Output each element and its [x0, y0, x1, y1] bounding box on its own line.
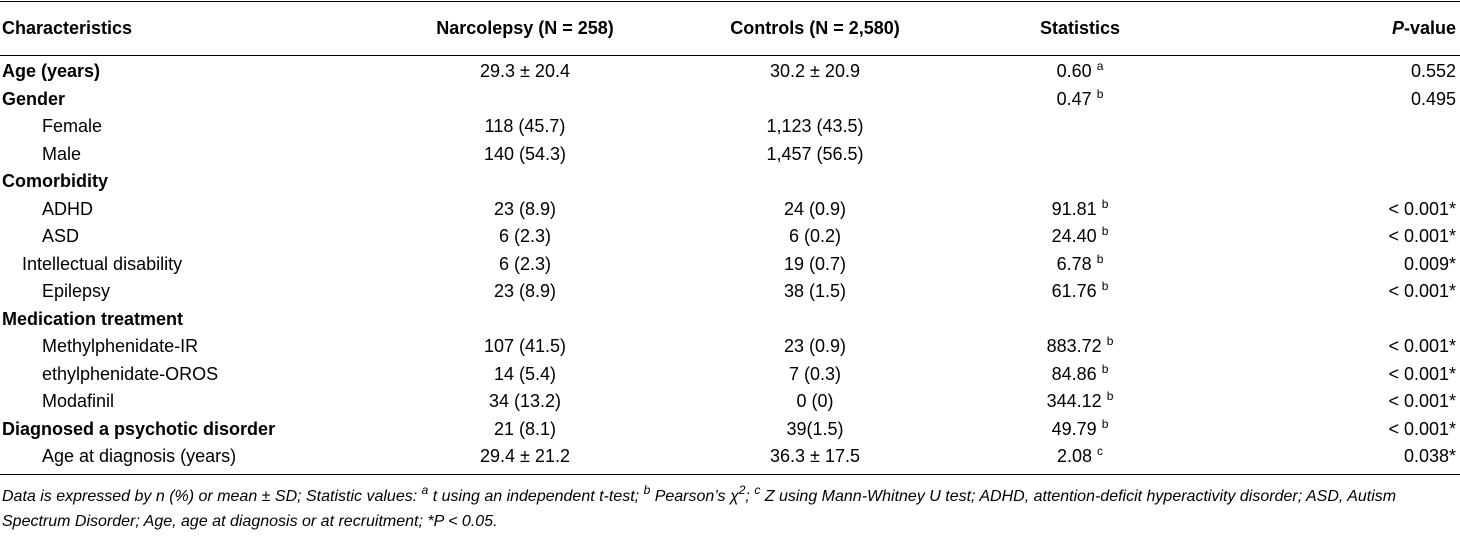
table-row	[0, 443, 1460, 471]
row-label: Epilepsy	[42, 281, 111, 302]
statistics-value	[960, 306, 1200, 334]
statistics-value: 84.86 $^b$	[1051, 361, 1109, 384]
table-row	[0, 86, 1460, 114]
statistics-value: 344.12 $^b$	[1046, 389, 1114, 412]
statistics-value: 91.81 $^b$	[1051, 196, 1109, 219]
header-row	[0, 2, 1460, 54]
p-value: < 0.001*	[1388, 418, 1456, 439]
narcolepsy-value: 21 (8.1)	[493, 418, 557, 439]
controls-value: 19 (0.7)	[783, 253, 847, 274]
controls-value: 0 (0)	[796, 391, 834, 412]
narcolepsy-value	[380, 168, 670, 196]
table-row	[0, 251, 1460, 279]
p-value: 0.009*	[1403, 253, 1456, 274]
controls-value: 24 (0.9)	[783, 198, 847, 219]
table-row	[0, 361, 1460, 389]
narcolepsy-value: 107 (41.5)	[483, 336, 567, 357]
controls-value	[670, 306, 960, 334]
statistics-value: 883.72 $^b$	[1046, 334, 1114, 357]
p-value: < 0.001*	[1388, 198, 1456, 219]
row-label: ADHD	[42, 198, 94, 219]
row-label: Male	[42, 143, 82, 164]
narcolepsy-value: 140 (54.3)	[483, 143, 567, 164]
narcolepsy-value: 29.4 ± 21.2	[480, 446, 570, 467]
narcolepsy-value: 34 (13.2)	[488, 391, 562, 412]
row-label: Age at diagnosis (years)	[42, 446, 237, 467]
row-label: Methylphenidate-IR	[42, 336, 199, 357]
p-value: < 0.001*	[1388, 363, 1456, 384]
controls-value: 6 (0.2)	[788, 226, 842, 247]
narcolepsy-value	[380, 306, 670, 334]
table-footnote: Data is expressed by n (%) or mean ± SD; Statistic values: $^a$ t using an independent t-test; $^b$ Pearson’s $\chi^2$; $^c$ Z using Mann-Whitney U test; ADHD, attention-deficit hyperactivity disorder; ASD, Autism Spectrum Disorder; Age, age at diagnosis or at recruitment; *P < 0.05.	[2, 483, 1397, 530]
table-body	[0, 58, 1460, 471]
row-label: Gender	[2, 88, 66, 109]
table-row	[0, 278, 1460, 306]
controls-value: 1,123 (43.5)	[766, 116, 864, 137]
controls-value: 39(1.5)	[786, 418, 844, 439]
statistics-value	[960, 113, 1200, 141]
controls-value: 36.3 ± 17.5	[770, 446, 860, 467]
narcolepsy-value: 23 (8.9)	[493, 198, 557, 219]
row-label: Comorbidity	[2, 171, 108, 192]
table-row	[0, 196, 1460, 224]
table-row	[0, 333, 1460, 361]
header-statistics: Statistics	[1039, 17, 1121, 38]
controls-value: 7 (0.3)	[788, 363, 842, 384]
statistics-value	[960, 141, 1200, 169]
narcolepsy-value: 118 (45.7)	[484, 116, 566, 137]
statistics-value	[960, 168, 1200, 196]
table-row	[0, 388, 1460, 416]
header-pvalue-rest: -value	[1403, 17, 1456, 38]
table-row	[0, 416, 1460, 444]
row-label: Female	[42, 116, 103, 137]
p-value: < 0.001*	[1388, 281, 1456, 302]
table-row	[0, 168, 1460, 196]
table-row	[0, 58, 1460, 86]
row-label: Age (years)	[2, 61, 101, 82]
narcolepsy-value: 29.3 ± 20.4	[480, 61, 570, 82]
row-label: ASD	[42, 226, 80, 247]
p-value: < 0.001*	[1388, 391, 1456, 412]
statistics-value: 49.79 $^b$	[1051, 416, 1109, 439]
table-row	[0, 223, 1460, 251]
table-row	[0, 306, 1460, 334]
row-label: Medication treatment	[2, 308, 184, 329]
controls-value	[670, 86, 960, 114]
controls-value: 23 (0.9)	[783, 336, 847, 357]
narcolepsy-value: 6 (2.3)	[498, 226, 552, 247]
controls-value: 30.2 ± 20.9	[770, 61, 860, 82]
header-characteristics: Characteristics	[2, 17, 133, 38]
controls-value: 38 (1.5)	[783, 281, 847, 302]
narcolepsy-value: 23 (8.9)	[493, 281, 557, 302]
row-label: Intellectual disability	[22, 253, 183, 274]
p-value: < 0.001*	[1388, 226, 1456, 247]
controls-value	[670, 168, 960, 196]
narcolepsy-value: 14 (5.4)	[493, 363, 557, 384]
table-row	[0, 113, 1460, 141]
header-pvalue-p: P	[1391, 17, 1404, 38]
header-narcolepsy: Narcolepsy (N = 258)	[436, 17, 614, 38]
p-value	[1200, 113, 1460, 141]
bottom-rule	[0, 474, 1460, 475]
statistics-value: 61.76 $^b$	[1051, 279, 1109, 302]
p-value: 0.038*	[1403, 446, 1456, 467]
p-value: 0.552	[1410, 61, 1456, 82]
p-value	[1200, 306, 1460, 334]
p-value: 0.495	[1410, 88, 1456, 109]
statistics-value: 0.60 $^a$	[1056, 59, 1104, 82]
table-row	[0, 141, 1460, 169]
p-value	[1200, 168, 1460, 196]
narcolepsy-value	[380, 86, 670, 114]
controls-value: 1,457 (56.5)	[766, 143, 864, 164]
p-value	[1200, 141, 1460, 169]
characteristics-table	[0, 2, 1460, 471]
statistics-value: 6.78 $^b$	[1056, 251, 1104, 274]
narcolepsy-value: 6 (2.3)	[498, 253, 552, 274]
row-label: ethylphenidate-OROS	[42, 363, 219, 384]
header-pvalue	[1200, 2, 1460, 54]
statistics-value: 2.08 $^c$	[1056, 444, 1104, 467]
statistics-value: 0.47 $^b$	[1056, 86, 1104, 109]
row-label: Diagnosed a psychotic disorder	[2, 418, 276, 439]
header-controls: Controls (N = 2,580)	[730, 17, 900, 38]
row-label: Modafinil	[42, 391, 115, 412]
statistics-value: 24.40 $^b$	[1051, 224, 1109, 247]
p-value: < 0.001*	[1388, 336, 1456, 357]
